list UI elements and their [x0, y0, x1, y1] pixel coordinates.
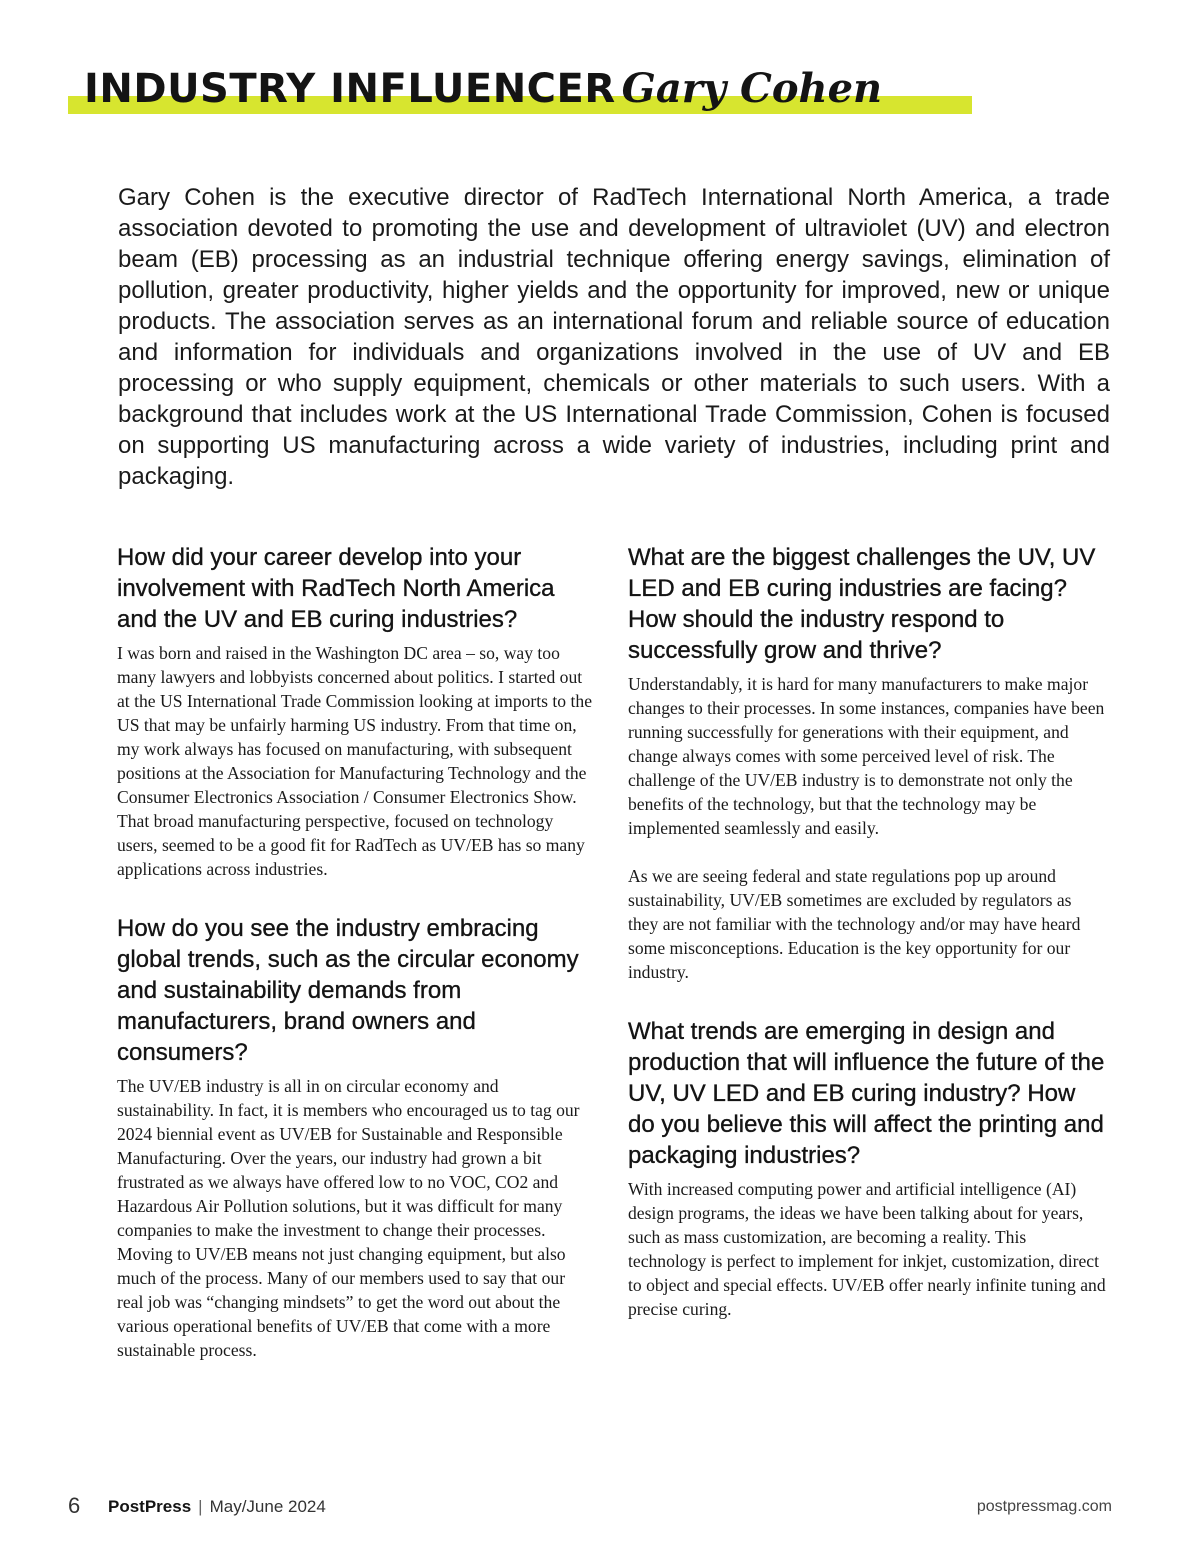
page-number: 6 — [68, 1493, 81, 1518]
question-heading: How did your career develop into your involvement with RadTech North America and the UV and EB curing industries? — [117, 544, 555, 633]
answer-paragraph: Understandably, it is hard for many manufacturers to make major changes to their processes. In some instances, companies have been running successfully for generations with their equipment, and change always comes with some perceived level of risk. The challenge of the UV/EB industry is to demonstrate not only the benefits of the technology, but that the technology may be implemented seamlessly and easily. — [628, 674, 1105, 838]
question-heading: What trends are emerging in design and production that will influence the future of the UV, UV LED and EB curing industry? How do you believe this will affect the printing and packaging industries? — [628, 1018, 1105, 1169]
answer-paragraph: The UV/EB industry is all in on circular economy and sustainability. In fact, it is members who encouraged us to tag our 2024 biennial event as UV/EB for Sustainable and Responsible Manufacturing. Over the years, our industry had grown a bit frustrated as we always have offered low to no VOC, CO2 and Hazardous Air Pollution solutions, but it was difficult for many companies to make the investment to change their processes. Moving to UV/EB means not just changing equipment, but also much of the process. Many of our members used to say that our real job was “changing mindsets” to get the word out about the various operational benefits of UV/EB that come with a more sustainable process. — [117, 1076, 580, 1360]
qa-block — [117, 913, 595, 1362]
answer-paragraph: As we are seeing federal and state regulations pop up around sustainability, UV/EB sometimes are excluded by regulators as they are not familiar with the technology and/or may have heard some misconceptions. Education is the key opportunity for our industry. — [628, 866, 1081, 982]
answer-paragraph: I was born and raised in the Washington DC area – so, way too many lawyers and lobbyists concerned about politics. I started out at the US International Trade Commission looking at imports to the US that may be unfairly harming US industry. From that time on, my work always has focused on manufacturing, with subsequent positions at the Association for Manufacturing Technology and the Consumer Electronics Association / Consumer Electronics Show. That broad manufacturing perspective, focused on technology users, seemed to be a good fit for RadTech as UV/EB has so many applications across industries. — [117, 643, 592, 879]
issue-date: May/June 2024 — [209, 1497, 326, 1516]
qa-block — [117, 542, 595, 881]
page-title — [84, 66, 882, 112]
qa-block — [628, 542, 1106, 984]
question-heading: What are the biggest challenges the UV, UV LED and EB curing industries are facing? How should the industry respond to successfully grow and thrive? — [628, 544, 1096, 664]
section-label: INDUSTRY INFLUENCER — [84, 66, 616, 112]
question-heading: How do you see the industry embracing global trends, such as the circular economy and sustainability demands from manufacturers, brand owners and consumers? — [117, 915, 579, 1066]
intro-paragraph: Gary Cohen is the executive director of RadTech International North America, a trade association devoted to promoting the use and development of ultraviolet (UV) and electron beam (EB) processing as an industrial technique offering energy savings, elimination of pollution, greater productivity, higher yields and the opportunity for improved, new or unique products. The association serves as an international forum and reliable source of education and information for individuals and organizations involved in the use of UV and EB processing or who supply equipment, chemicals or other materials to such users. With a background that includes work at the US International Trade Commission, Cohen is focused on supporting US manufacturing across a wide variety of industries, including print and packaging. — [118, 184, 1110, 490]
page-footer — [68, 1491, 1112, 1521]
publication-name: PostPress — [108, 1497, 192, 1516]
left-column — [117, 542, 595, 1394]
influencer-name: Gary Cohen — [621, 65, 883, 112]
website-link[interactable]: postpressmag.com — [976, 1498, 1112, 1515]
section-header — [68, 60, 972, 120]
footer-separator: | — [198, 1497, 203, 1516]
publication-info — [108, 1494, 326, 1520]
right-column — [628, 542, 1106, 1353]
qa-block — [628, 1016, 1106, 1321]
answer-paragraph: With increased computing power and artificial intelligence (AI) design programs, the ideas we have been talking about for years, such as mass customization, are becoming a reality. This technology is perfect to implement for inkjet, customization, direct to object and special effects. UV/EB offer nearly infinite tuning and precise curing. — [628, 1179, 1106, 1319]
